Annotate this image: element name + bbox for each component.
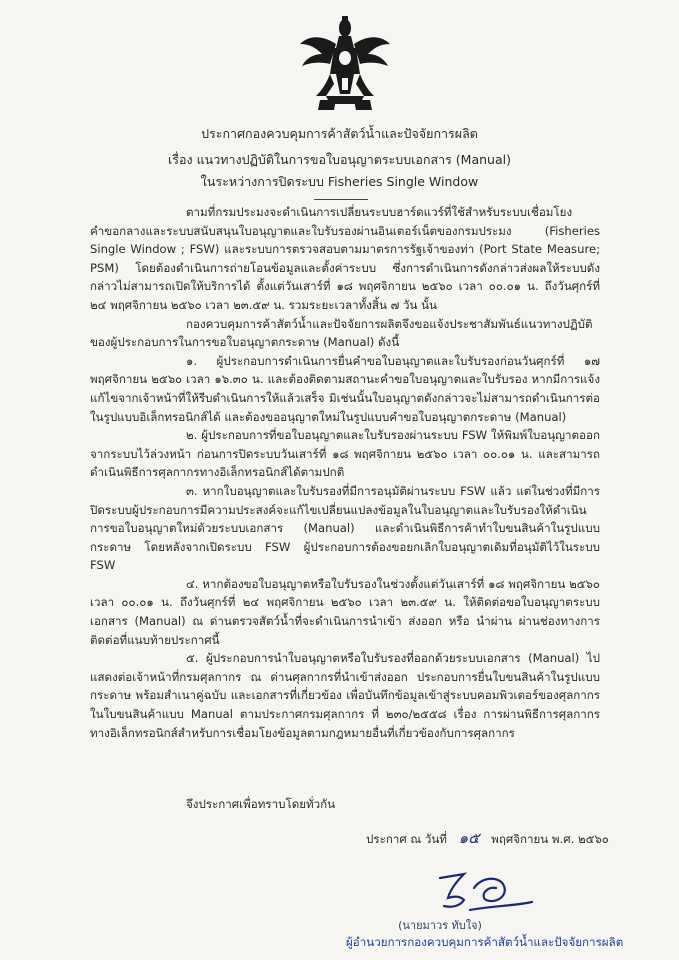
guideline-item-2: ๒. ผู้ประกอบการที่ขอใบอนุญาตและใบรับรองผ่านระบบ FSW ให้พิมพ์ใบอนุญาตออกจากระบบไว้ล่วงหน้า ก่อนการปิดระบบวันเสาร์ที่ ๑๘ พฤศจิกายน ๒๕๖๐ เวลา ๐๐.๐๑ น. และสามารถดำเนินพิธีการศุลกากรทางอิเล็กทรอนิกส์ได้ตามปกติ [90,428,600,480]
signer-title: ผู้อำนวยการกองควบคุมการค้าสัตว์น้ำและปัจจัยการผลิต [346,935,624,949]
announcement-title: ประกาศกองควบคุมการค้าสัตว์น้ำและปัจจัยการผลิต [201,126,478,141]
handwritten-signature [430,866,540,916]
guideline-item-4: ๔. หากต้องขอใบอนุญาตหรือใบรับรองในช่วงตั้งแต่วันเสาร์ที่ ๑๘ พฤศจิกายน ๒๕๖๐ เวลา ๐๐.๐๑ น. ถึงวันศุกร์ที่ ๒๔ พฤศจิกายน ๒๕๖๐ เวลา ๒๓.๕๙ น. ให้ติดต่อขอใบอนุญาตระบบเอกสาร (Manual) ณ ด่านตรวจสัตว์น้ำที่จะดำเนินการนำเข้า ส่งออก หรือ นำผ่าน ผ่านช่องทางการติดต่อที่แนบท้ายประกาศนี้ [90,576,600,647]
guideline-item-5: ๕. ผู้ประกอบการนำใบอนุญาตหรือใบรับรองที่ออกด้วยระบบเอกสาร (Manual) ไปแสดงต่อเจ้าหน้าที่กรมศุลกากร ณ ด่านศุลกากรที่นำเข้าส่งออก ประกอบการยื่นใบขนสินค้าในรูปแบบกระดาษ พร้อมสำเนาคู่ฉบับ และเอกสารที่เกี่ยวข้อง เพื่อบันทึกข้อมูลเข้าสู่ระบบคอมพิวเตอร์ของศุลกากรในใบขนสินค้าแบบ Manual ตามประกาศกรมศุลกากร ที่ ๒๓๐/๒๕๕๘ เรื่อง การผ่านพิธีการศุลกากรทางอิเล็กทรอนิกส์สำหรับการเชื่อมโยงข้อมูลตามกฎหมายอื่นที่เกี่ยวข้องกับการศุลกากร [90,651,600,740]
signer-name: (นายมาวร ทับใจ) [398,919,482,932]
garuda-emblem-icon [296,14,394,114]
guideline-item-1: ๑. ผู้ประกอบการดำเนินการยื่นคำขอใบอนุญาตและใบรับรองก่อนวันศุกร์ที่ ๑๗ พฤศจิกายน ๒๕๖๐ เวลา ๑๖.๓๐ น. และต้องติดตามสถานะคำขอใบอนุญาตและใบรับรอง หากมีการแจ้งแก้ไขจากเจ้าหน้าที่ให้รีบดำเนินการให้แล้วเสร็จ มิเช่นนั้นใบอนุญาตดังกล่าวจะไม่สามารถดำเนินการต่อในรูปแบบอิเล็กทรอนิกส์ได้ และต้องขออนุญาตใหม่ในรูปแบบคำขอใบอนุญาตกระดาษ (Manual) [90,353,600,424]
date-day: ๑๕ [458,829,480,847]
paragraph-guidelines: กองควบคุมการค้าสัตว์น้ำและปัจจัยการผลิตจึงขอแจ้งประชาสัมพันธ์แนวทางปฏิบัติของผู้ประกอบการในการขอใบอนุญาตกระดาษ (Manual) ดังนี้ [90,316,593,350]
announcement-date [366,826,609,850]
header-divider [314,199,368,200]
guideline-item-3: ๓. หากใบอนุญาตและใบรับรองที่มีการอนุมัติผ่านระบบ FSW แล้ว แต่ในช่วงที่มีการปิดระบบผู้ประกอบการมีความประสงค์จะแก้ไขเปลี่ยนแปลงข้อมูลในใบอนุญาตและใบรับรองให้ดำเนินการขอใบอนุญาตใหม่ด้วยระบบเอกสาร (Manual) และดำเนินพิธีการค้าทำใบขนสินค้าในรูปแบบกระดาษ โดยหลังจากเปิดระบบ FSW ผู้ประกอบการต้องขอยกเลิกใบอนุญาตเดิมที่อนุมัติไว้ในระบบ FSW [90,483,600,573]
date-month-year: พฤศจิกายน พ.ศ. ๒๕๖๐ [491,832,609,846]
announcement-subject: เรื่อง แนวทางปฏิบัติในการขอใบอนุญาตระบบเอกสาร (Manual) [168,152,511,167]
paragraph-intro: ตามที่กรมประมงจะดำเนินการเปลี่ยนระบบฮาร์ดแวร์ที่ใช้สำหรับระบบเชื่อมโยงคำขอกลางและระบบสนับสนุนใบอนุญาตและใบรับรองผ่านอินเตอร์เน็ตของกรมประมง (Fisheries Single Window ; FSW) และระบบการตรวจสอบตามมาตรการรัฐเจ้าของท่า (Port State Measure; PSM) โดยต้องดำเนินการถ่ายโอนข้อมูลและตั้งค่าระบบ ซึ่งการดำเนินการดังกล่าวส่งผลให้ระบบดังกล่าวไม่สามารถเปิดให้บริการได้ ตั้งแต่วันเสาร์ที่ ๑๘ พฤศจิกายน ๒๕๖๐ เวลา ๐๐.๐๑ น. ถึงวันศุกร์ที่ ๒๔ พฤศจิกายน ๒๕๖๐ เวลา ๒๓.๕๙ น. รวมระยะเวลาทั้งสิ้น ๗ วัน นั้น [90,205,600,312]
closing-statement: จึงประกาศเพื่อทราบโดยทั่วกัน [186,797,336,811]
announcement-subject-line-2: ในระหว่างการปิดระบบ Fisheries Single Window [200,174,479,189]
document-body [90,203,600,742]
date-prefix: ประกาศ ณ วันที่ [366,832,447,846]
